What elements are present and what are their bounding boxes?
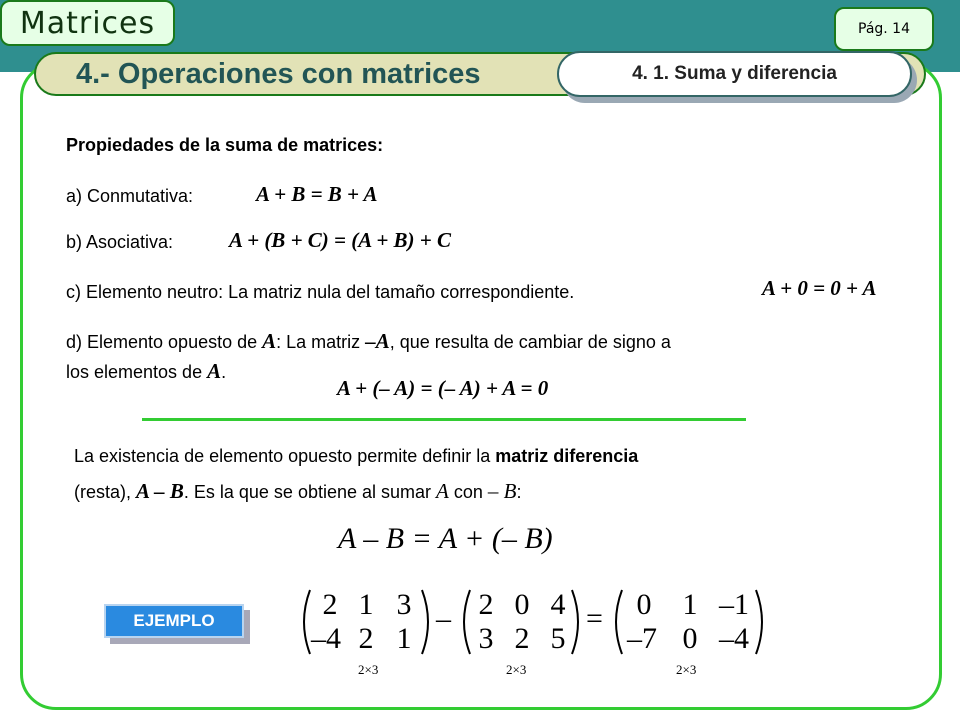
page-title: 4.- Operaciones con matrices: [76, 58, 481, 90]
prop-b-formula: A + (B + C) = (A + B) + C: [229, 228, 452, 252]
prop-d-A2: A: [207, 359, 222, 383]
matrix-1-cell: 3: [396, 588, 412, 621]
matrix-3: [608, 586, 770, 686]
equals-operator: =: [586, 602, 603, 635]
difference-line1: [74, 446, 638, 467]
matrix-1: [296, 586, 436, 686]
divider: [142, 418, 746, 421]
matrix-2-cell: 2: [514, 622, 530, 655]
prop-d-line1: [66, 329, 671, 354]
prop-c-text: c) Elemento neutro: La matriz nula del tamaño correspondiente.: [66, 282, 575, 302]
minus-operator: –: [436, 602, 451, 635]
prop-d-line2-text: los elementos de: [66, 362, 208, 382]
prop-d-dot: .: [221, 362, 227, 382]
section-subtitle: 4. 1. Suma y diferencia: [557, 51, 912, 97]
difference-inline-formula: A – B: [136, 479, 184, 503]
matrix-3-cell: 1: [682, 588, 698, 621]
matrix-2-dim: 2×3: [506, 662, 527, 677]
prop-d-part1: d) Elemento opuesto de: [66, 332, 263, 352]
page-number: Pág. 14: [834, 7, 934, 51]
difference-line2-mid: . Es la que se obtiene al sumar: [183, 482, 437, 502]
difference-term: matriz diferencia: [495, 446, 639, 466]
difference-A: A: [436, 479, 449, 503]
matrix-1-cell: 2: [322, 588, 338, 621]
prop-d-formula: A + (– A) = (– A) + A = 0: [337, 376, 549, 400]
matrix-3-cell: –1: [719, 588, 749, 621]
matrix-3-cell: 0: [682, 622, 698, 655]
difference-negB: – B: [487, 479, 517, 503]
prop-d-negA: –A: [365, 329, 390, 353]
matrix-1-cell: 2: [358, 622, 374, 655]
matrix-1-cell: –4: [311, 622, 341, 655]
prop-a-label: a) Conmutativa:: [66, 186, 194, 206]
matrix-2-cell: 3: [478, 622, 494, 655]
difference-line1-text: La existencia de elemento opuesto permite definir la: [74, 446, 496, 466]
prop-d-part3: , que resulta de cambiar de signo a: [389, 332, 671, 352]
prop-b-label: b) Asociativa:: [66, 232, 174, 252]
prop-d-A: A: [262, 329, 277, 353]
prop-c-formula: A + 0 = 0 + A: [762, 276, 877, 300]
difference-formula: A – B = A + (– B): [338, 522, 553, 555]
properties-heading: Propiedades de la suma de matrices:: [66, 135, 384, 155]
matrix-2-cell: 4: [550, 588, 566, 621]
matrix-2-cell: 5: [550, 622, 566, 655]
matrix-3-cell: 0: [636, 588, 652, 621]
matrix-1-dim: 2×3: [358, 662, 379, 677]
matrix-1-cell: 1: [396, 622, 412, 655]
matrix-3-cell: –7: [627, 622, 657, 655]
difference-line2-pre: (resta),: [74, 482, 137, 502]
matrix-3-dim: 2×3: [676, 662, 697, 677]
matrix-3-cell: –4: [719, 622, 749, 655]
example-button[interactable]: EJEMPLO: [104, 604, 244, 638]
difference-line2: [74, 479, 521, 504]
prop-d-line2: [66, 359, 226, 384]
app-label: Matrices: [0, 0, 175, 46]
difference-end: :: [516, 482, 522, 502]
matrix-1-cell: 1: [358, 588, 374, 621]
difference-con: con: [448, 482, 488, 502]
matrix-2: [456, 586, 586, 686]
prop-d-part2: : La matriz: [276, 332, 366, 352]
matrix-2-cell: 2: [478, 588, 494, 621]
prop-a-formula: A + B = B + A: [256, 182, 378, 206]
matrix-2-cell: 0: [514, 588, 530, 621]
